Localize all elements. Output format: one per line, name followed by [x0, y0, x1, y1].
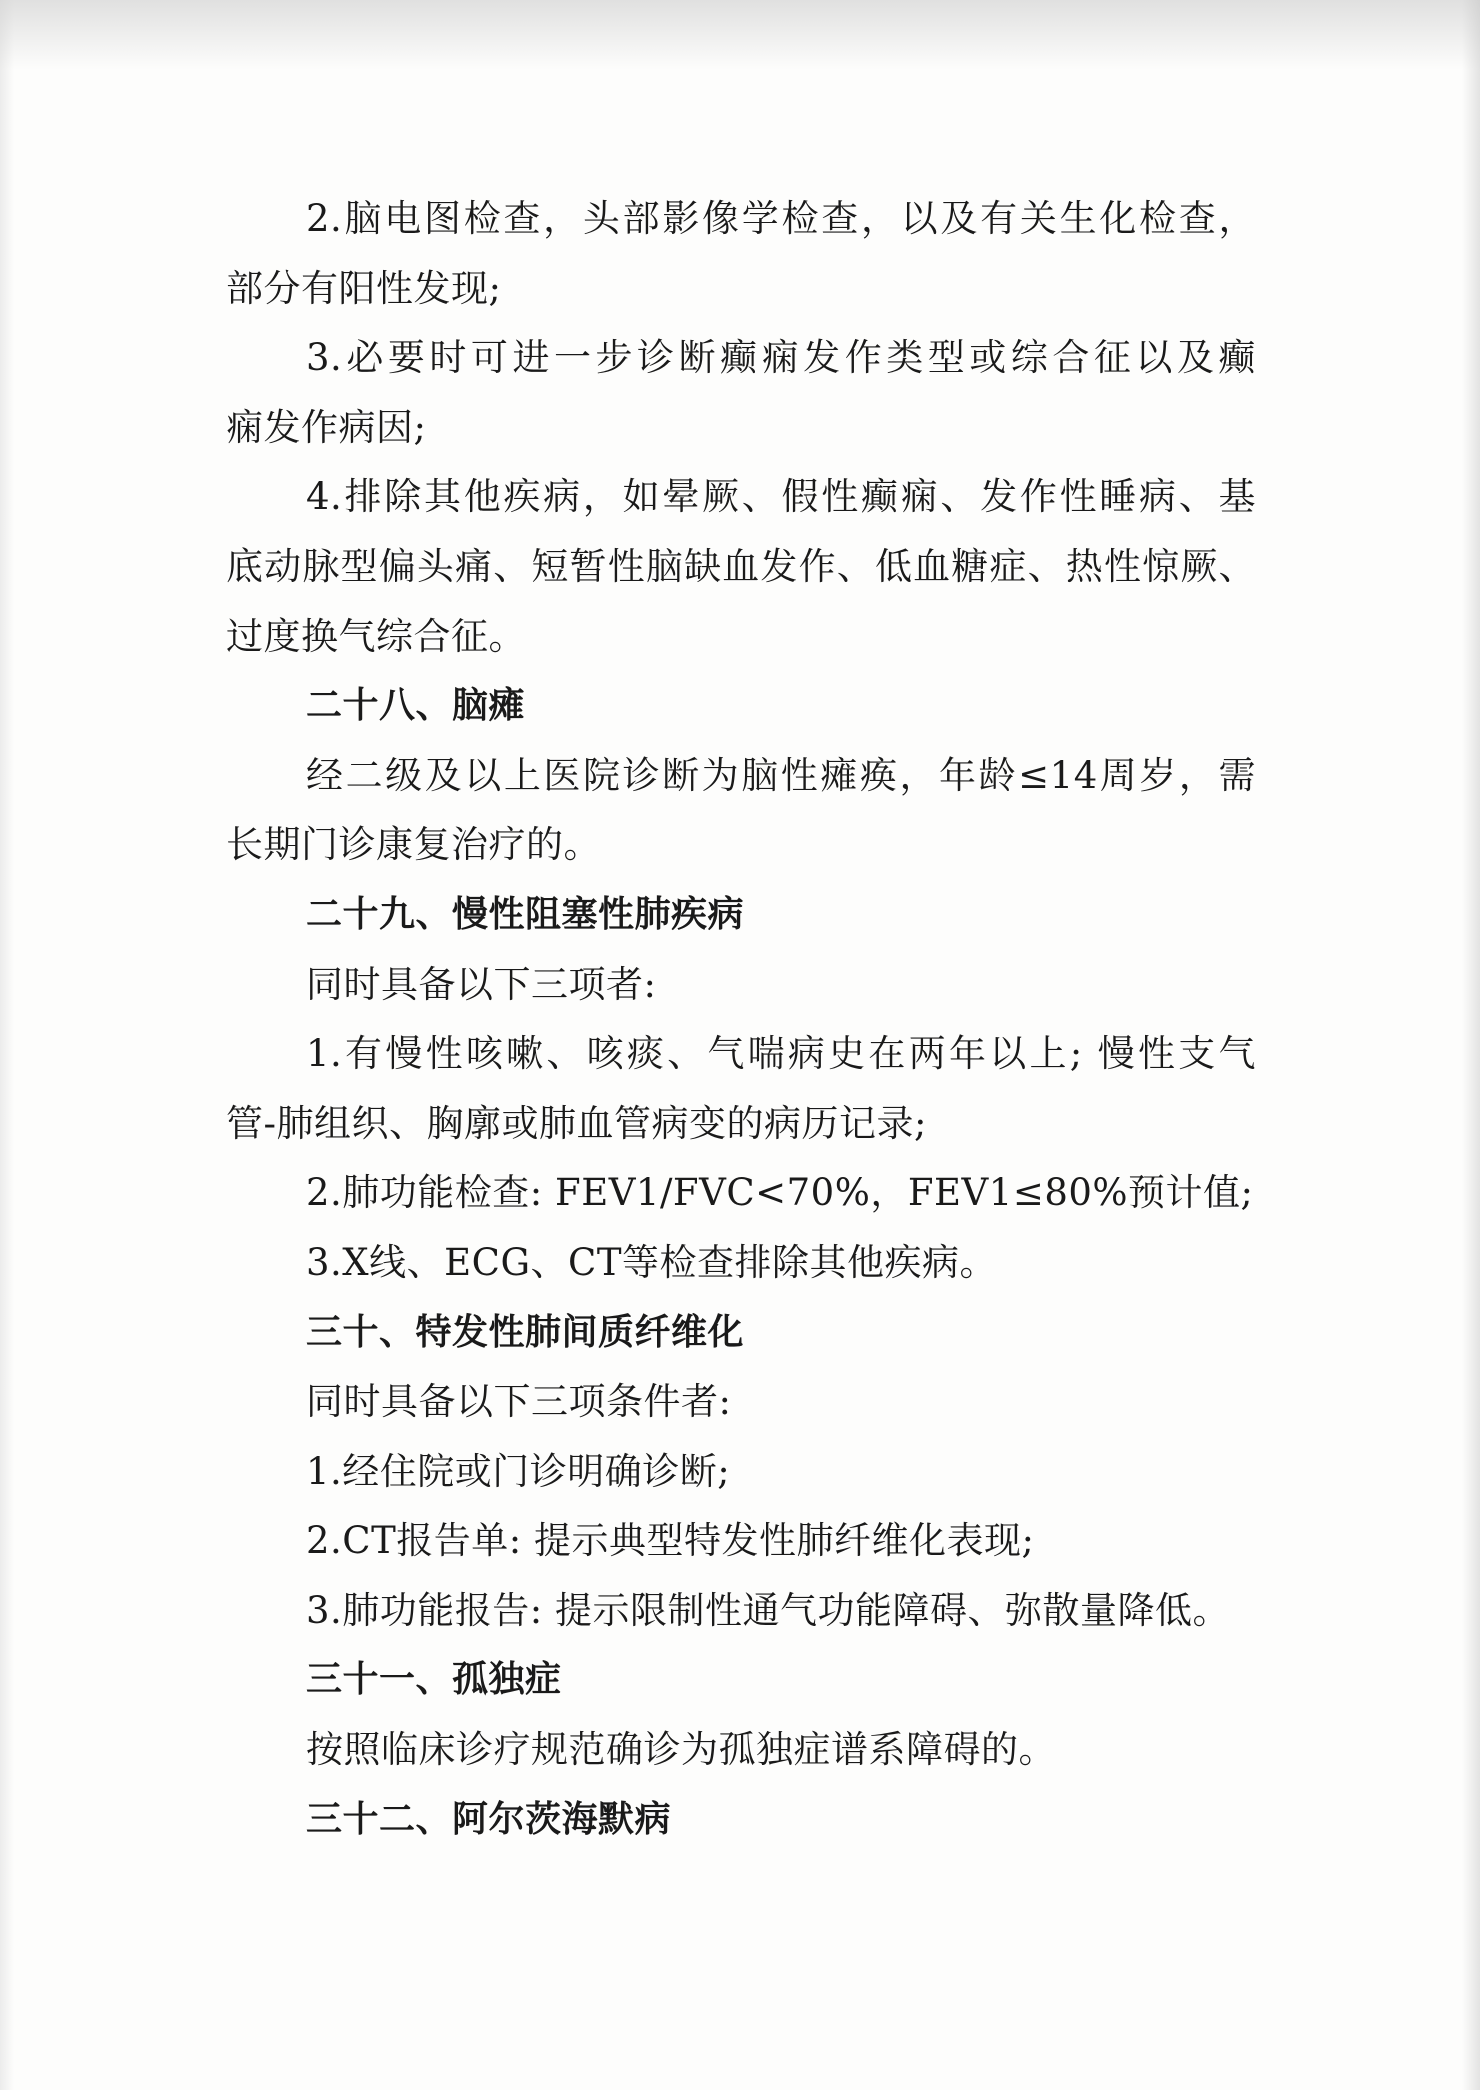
paragraph-eeg-item-line-1: 2.脑电图检查，头部影像学检查，以及有关生化检查， — [306, 197, 1256, 240]
paragraph-eeg-item-line-2: 部分有阳性发现; — [226, 266, 502, 310]
paragraph-exclusion-line-1: 4.排除其他疾病，如晕厥、假性癫痫、发作性睡病、基 — [306, 475, 1256, 519]
paragraph-copd-item-1-line-2: 管-肺组织、胸廓或肺血管病变的病历记录; — [226, 1101, 927, 1145]
paragraph-classification-line-2: 痫发作病因; — [226, 405, 427, 449]
paragraph-exclusion-line-3: 过度换气综合征。 — [226, 614, 526, 658]
section-heading-32: 三十二、阿尔茨海默病 — [306, 1798, 672, 1840]
paragraph-exclusion-line-2: 底动脉型偏头痛、短暂性脑缺血发作、低血糖症、热性惊厥、 — [226, 544, 1256, 588]
paragraph-ipf-item-2: 2.CT报告单: 提示典型特发性肺纤维化表现; — [306, 1519, 1035, 1563]
paragraph-cerebral-palsy-line-2: 长期门诊康复治疗的。 — [226, 823, 601, 867]
paragraph-classification-line-1: 3.必要时可进一步诊断癫痫发作类型或综合征以及癫 — [306, 336, 1256, 380]
paragraph-ipf-item-1: 1.经住院或门诊明确诊断; — [306, 1449, 731, 1493]
paragraph-copd-item-2: 2.肺功能检查: FEV1/FVC<70%，FEV1≤80%预计值; — [306, 1171, 1254, 1215]
scan-shadow-top — [0, 0, 1480, 70]
scan-shadow-left — [0, 0, 14, 2090]
paragraph-ipf-item-3: 3.肺功能报告: 提示限制性通气功能障碍、弥散量降低。 — [306, 1588, 1231, 1632]
section-heading-29: 二十九、慢性阻塞性肺疾病 — [306, 893, 745, 935]
paragraph-copd-item-1-line-1: 1.有慢性咳嗽、咳痰、气喘病史在两年以上; 慢性支气 — [306, 1032, 1256, 1076]
scan-shadow-right — [1462, 0, 1480, 2090]
paragraph-autism: 按照临床诊疗规范确诊为孤独症谱系障碍的。 — [306, 1728, 1056, 1772]
document-body — [226, 184, 1256, 1854]
paragraph-copd-intro: 同时具备以下三项者: — [306, 962, 657, 1006]
paragraph-copd-item-3: 3.X线、ECG、CT等检查排除其他疾病。 — [306, 1240, 998, 1284]
section-heading-28: 二十八、脑瘫 — [306, 685, 526, 727]
section-heading-30: 三十、特发性肺间质纤维化 — [306, 1311, 745, 1353]
paragraph-ipf-intro: 同时具备以下三项条件者: — [306, 1380, 732, 1424]
paragraph-cerebral-palsy-line-1: 经二级及以上医院诊断为脑性瘫痪，年龄≤14周岁，需 — [306, 753, 1256, 797]
section-heading-31: 三十一、孤独症 — [306, 1659, 562, 1701]
